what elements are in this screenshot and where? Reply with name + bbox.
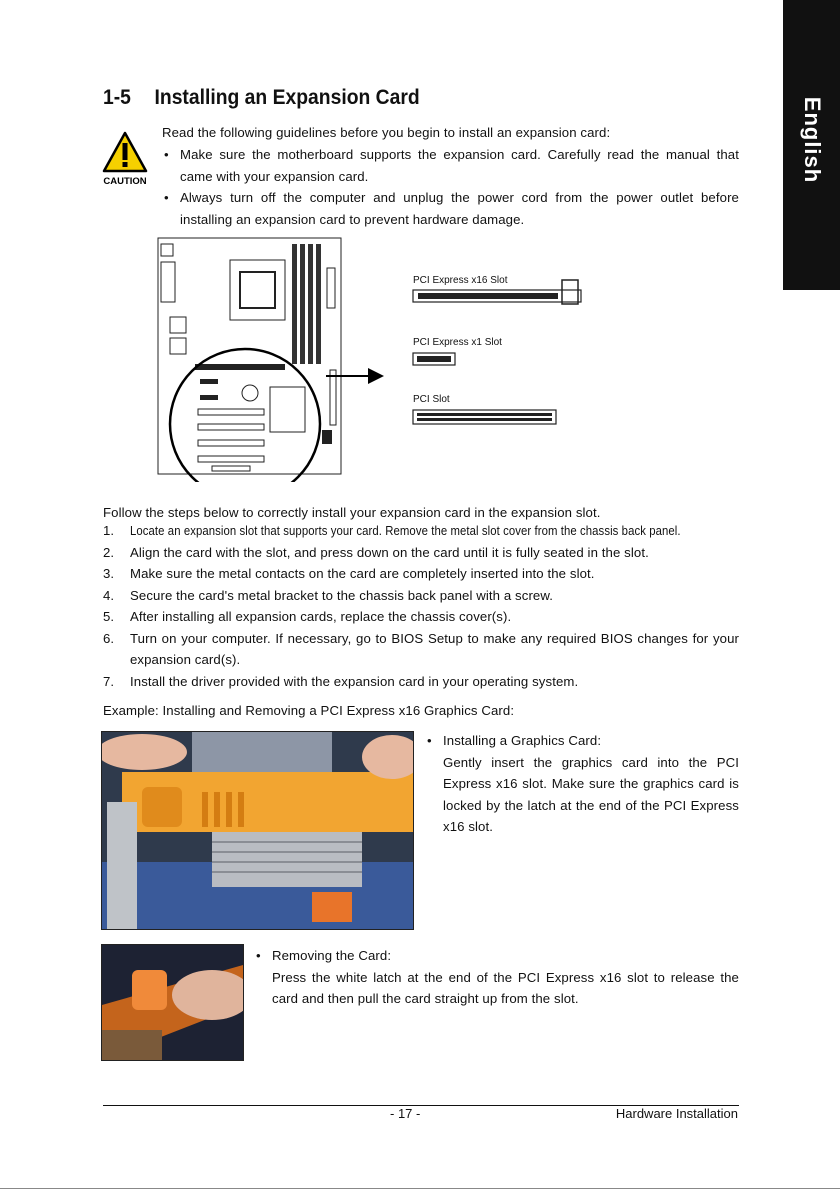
caution-intro: Read the following guidelines before you begin to install an expansion card:: [162, 125, 611, 140]
remove-heading: • Removing the Card:: [254, 945, 739, 967]
step-number: 2.: [103, 544, 115, 560]
step-text: Install the driver provided with the expansion card in your operating system.: [130, 673, 579, 689]
steps-intro: Follow the steps below to correctly install your expansion card in the expansion slot.: [103, 505, 601, 520]
step-text: Locate an expansion slot that supports your card. Remove the metal slot cover from the chassis back panel.: [130, 523, 681, 538]
motherboard-diagram: [150, 232, 600, 482]
step-number: 7.: [103, 673, 115, 689]
step-text: Turn on your computer. If necessary, go to BIOS Setup to make any required BIOS changes for your expansion card(s).: [130, 630, 739, 667]
step-number: 4.: [103, 587, 115, 603]
step-number: 3.: [103, 566, 115, 581]
step-number: 1.: [103, 523, 115, 538]
example-heading: Example: Installing and Removing a PCI Express x16 Graphics Card:: [103, 703, 515, 718]
caution-bullet: • Make sure the motherboard supports the expansion card. Carefully read the manual that came with your expansion card.: [162, 144, 739, 187]
page-number: - 17 -: [390, 1106, 421, 1121]
language-tab: [783, 0, 840, 290]
section-title-text: Installing an Expansion Card: [154, 86, 420, 109]
remove-text: Press the white latch at the end of the PCI Express x16 slot to release the card and then pull the card straight up from the slot.: [272, 969, 739, 1006]
remove-caption: [254, 945, 739, 1010]
language-tab-label: English: [799, 96, 825, 184]
steps-list: [103, 520, 739, 692]
pcie-x1-label: PCI Express x1 Slot: [413, 337, 502, 348]
install-heading: • Installing a Graphics Card:: [425, 730, 739, 752]
caution-icon: [102, 131, 148, 187]
install-graphics-card-photo: [101, 731, 414, 930]
remove-card-photo: [101, 944, 244, 1061]
step-item: [103, 520, 739, 542]
step-text: After installing all expansion cards, replace the chassis cover(s).: [130, 609, 512, 624]
step-item: [103, 671, 739, 693]
step-item: [103, 563, 739, 585]
install-text: Gently insert the graphics card into the PCI Express x16 slot. Make sure the graphics card is locked by the latch at the end of the PCI Express x16 slot.: [443, 754, 739, 834]
caution-bullets: [162, 144, 739, 230]
step-item: [103, 628, 739, 671]
footer-section-title: Hardware Installation: [615, 1106, 738, 1121]
step-text: Align the card with the slot, and press down on the card until it is fully seated in the slot.: [130, 544, 649, 560]
caution-bullet: • Always turn off the computer and unplug the power cord from the power outlet before installing an expansion card to prevent hardware damage.: [162, 187, 739, 230]
install-caption: [425, 730, 739, 838]
step-item: [103, 606, 739, 628]
step-item: [103, 542, 739, 564]
section-title: [103, 86, 420, 110]
pcie-x16-label: PCI Express x16 Slot: [413, 275, 508, 286]
step-item: [103, 585, 739, 607]
caution-icon-label: CAUTION: [103, 176, 147, 187]
step-text: Make sure the metal contacts on the card are completely inserted into the slot.: [130, 566, 595, 581]
step-number: 5.: [103, 609, 115, 624]
step-number: 6.: [103, 630, 115, 646]
step-text: Secure the card's metal bracket to the chassis back panel with a screw.: [130, 587, 554, 603]
pci-label: PCI Slot: [413, 394, 450, 405]
section-number: 1-5: [103, 86, 131, 109]
page-bottom-rule: [0, 1188, 840, 1189]
